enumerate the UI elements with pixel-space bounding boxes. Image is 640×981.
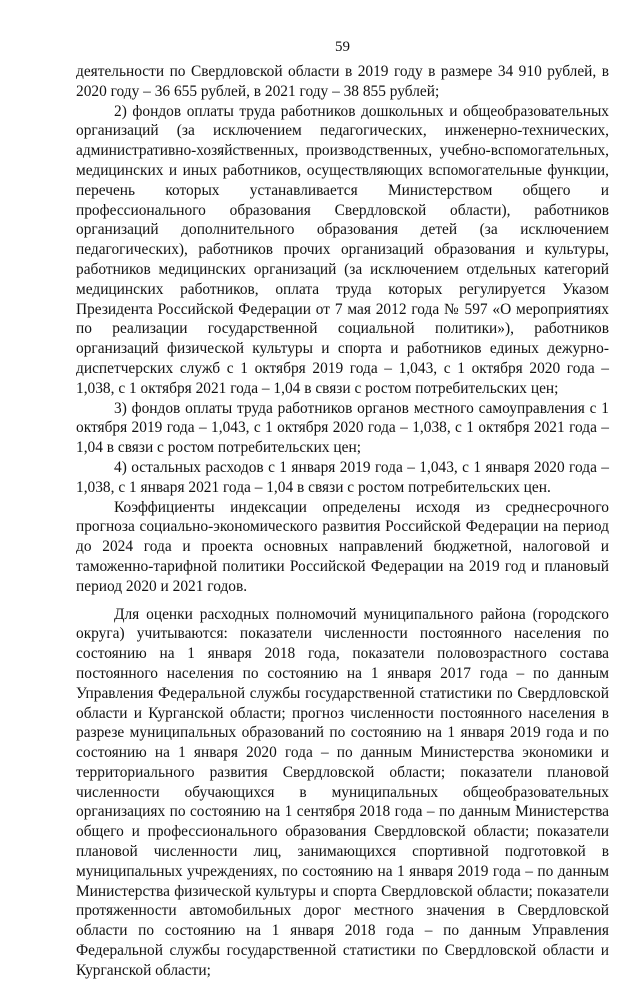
paragraph-expenditure-assessment: Для оценки расходных полномочий муниципального района (городского округа) учитываются: показатели численности постоянного населения по состоянию на 1 января 2018 года, показатели половозрастного состава постоянного населения по состоянию на 1 января 2017 года – по данным Управления Федеральной службы государственной статистики по Свердловской области и Курганской области; прогноз численности постоянного населения в разрезе муниципальных образований по состоянию на 1 января 2019 года и по состоянию на 1 января 2020 года – по данным Министерства экономики и территориального развития Свердловской области; показатели плановой численности обучающихся в муниципальных общеобразовательных организациях по состоянию на 1 сентября 2018 года – по данным Министерства общего и профессионального образования Свердловской области; показатели плановой численности лиц, занимающихся спортивной подготовкой в муниципальных учреждениях, по состоянию на 1 января 2019 года – по данным Министерства физической культуры и спорта Свердловской области; показатели протяженности автомобильных дорог местного значения в Свердловской области по состоянию на 1 января 2018 года – по данным Управления Федеральной службы государственной статистики по Свердловской области и Курганской области; bbox=[76, 605, 609, 979]
paragraph-indexation-coefficients: Коэффициенты индексации определены исходя из среднесрочного прогноза социально-экономического развития Российской Федерации на период до 2024 года и проекта основных направлений бюджетной, налоговой и таможенно-тарифной политики Российской Федерации на 2019 год и плановый период 2020 и 2021 годов. bbox=[76, 498, 609, 595]
page-number: 59 bbox=[335, 39, 350, 55]
paragraph-item-2: 2) фондов оплаты труда работников дошкольных и общеобразовательных организаций (за исключением педагогических, инженерно-технических, административно-хозяйственных, производственных, учебно-вспомогательных, медицинских и иных работников, осуществляющих вспомогательные функции, перечень которых устанавливается Министерством общего и профессионального образования Свердловской области), работников организаций дополнительного образования детей (за исключением педагогических), работников прочих организаций образования и культуры, работников медицинских организаций (за исключением отдельных категорий медицинских работников, оплата труда которых регулируется Указом Президента Российской Федерации от 7 мая 2012 года № 597 «О мероприятиях по реализации государственной социальной политики»), работников организаций физической культуры и спорта и работников единых дежурно-диспетчерских служб с 1 октября 2019 года – 1,043, с 1 октября 2020 года – 1,038, с 1 октября 2021 года – 1,04 в связи с ростом потребительских цен; bbox=[76, 102, 609, 397]
paragraph-continuation: деятельности по Свердловской области в 2019 году в размере 34 910 рублей, в 2020 году – 36 655 рублей, в 2021 году – 38 855 рублей; bbox=[76, 63, 609, 100]
paragraph-item-3: 3) фондов оплаты труда работников органов местного самоуправления с 1 октября 2019 года – 1,043, с 1 октября 2020 года – 1,038, с 1 октября 2021 года – 1,04 в связи с ростом потребительских цен; bbox=[76, 399, 609, 457]
paragraph-item-4: 4) остальных расходов с 1 января 2019 года – 1,043, с 1 января 2020 года – 1,038, с 1 января 2021 года – 1,04 в связи с ростом потребительских цен. bbox=[76, 458, 609, 496]
